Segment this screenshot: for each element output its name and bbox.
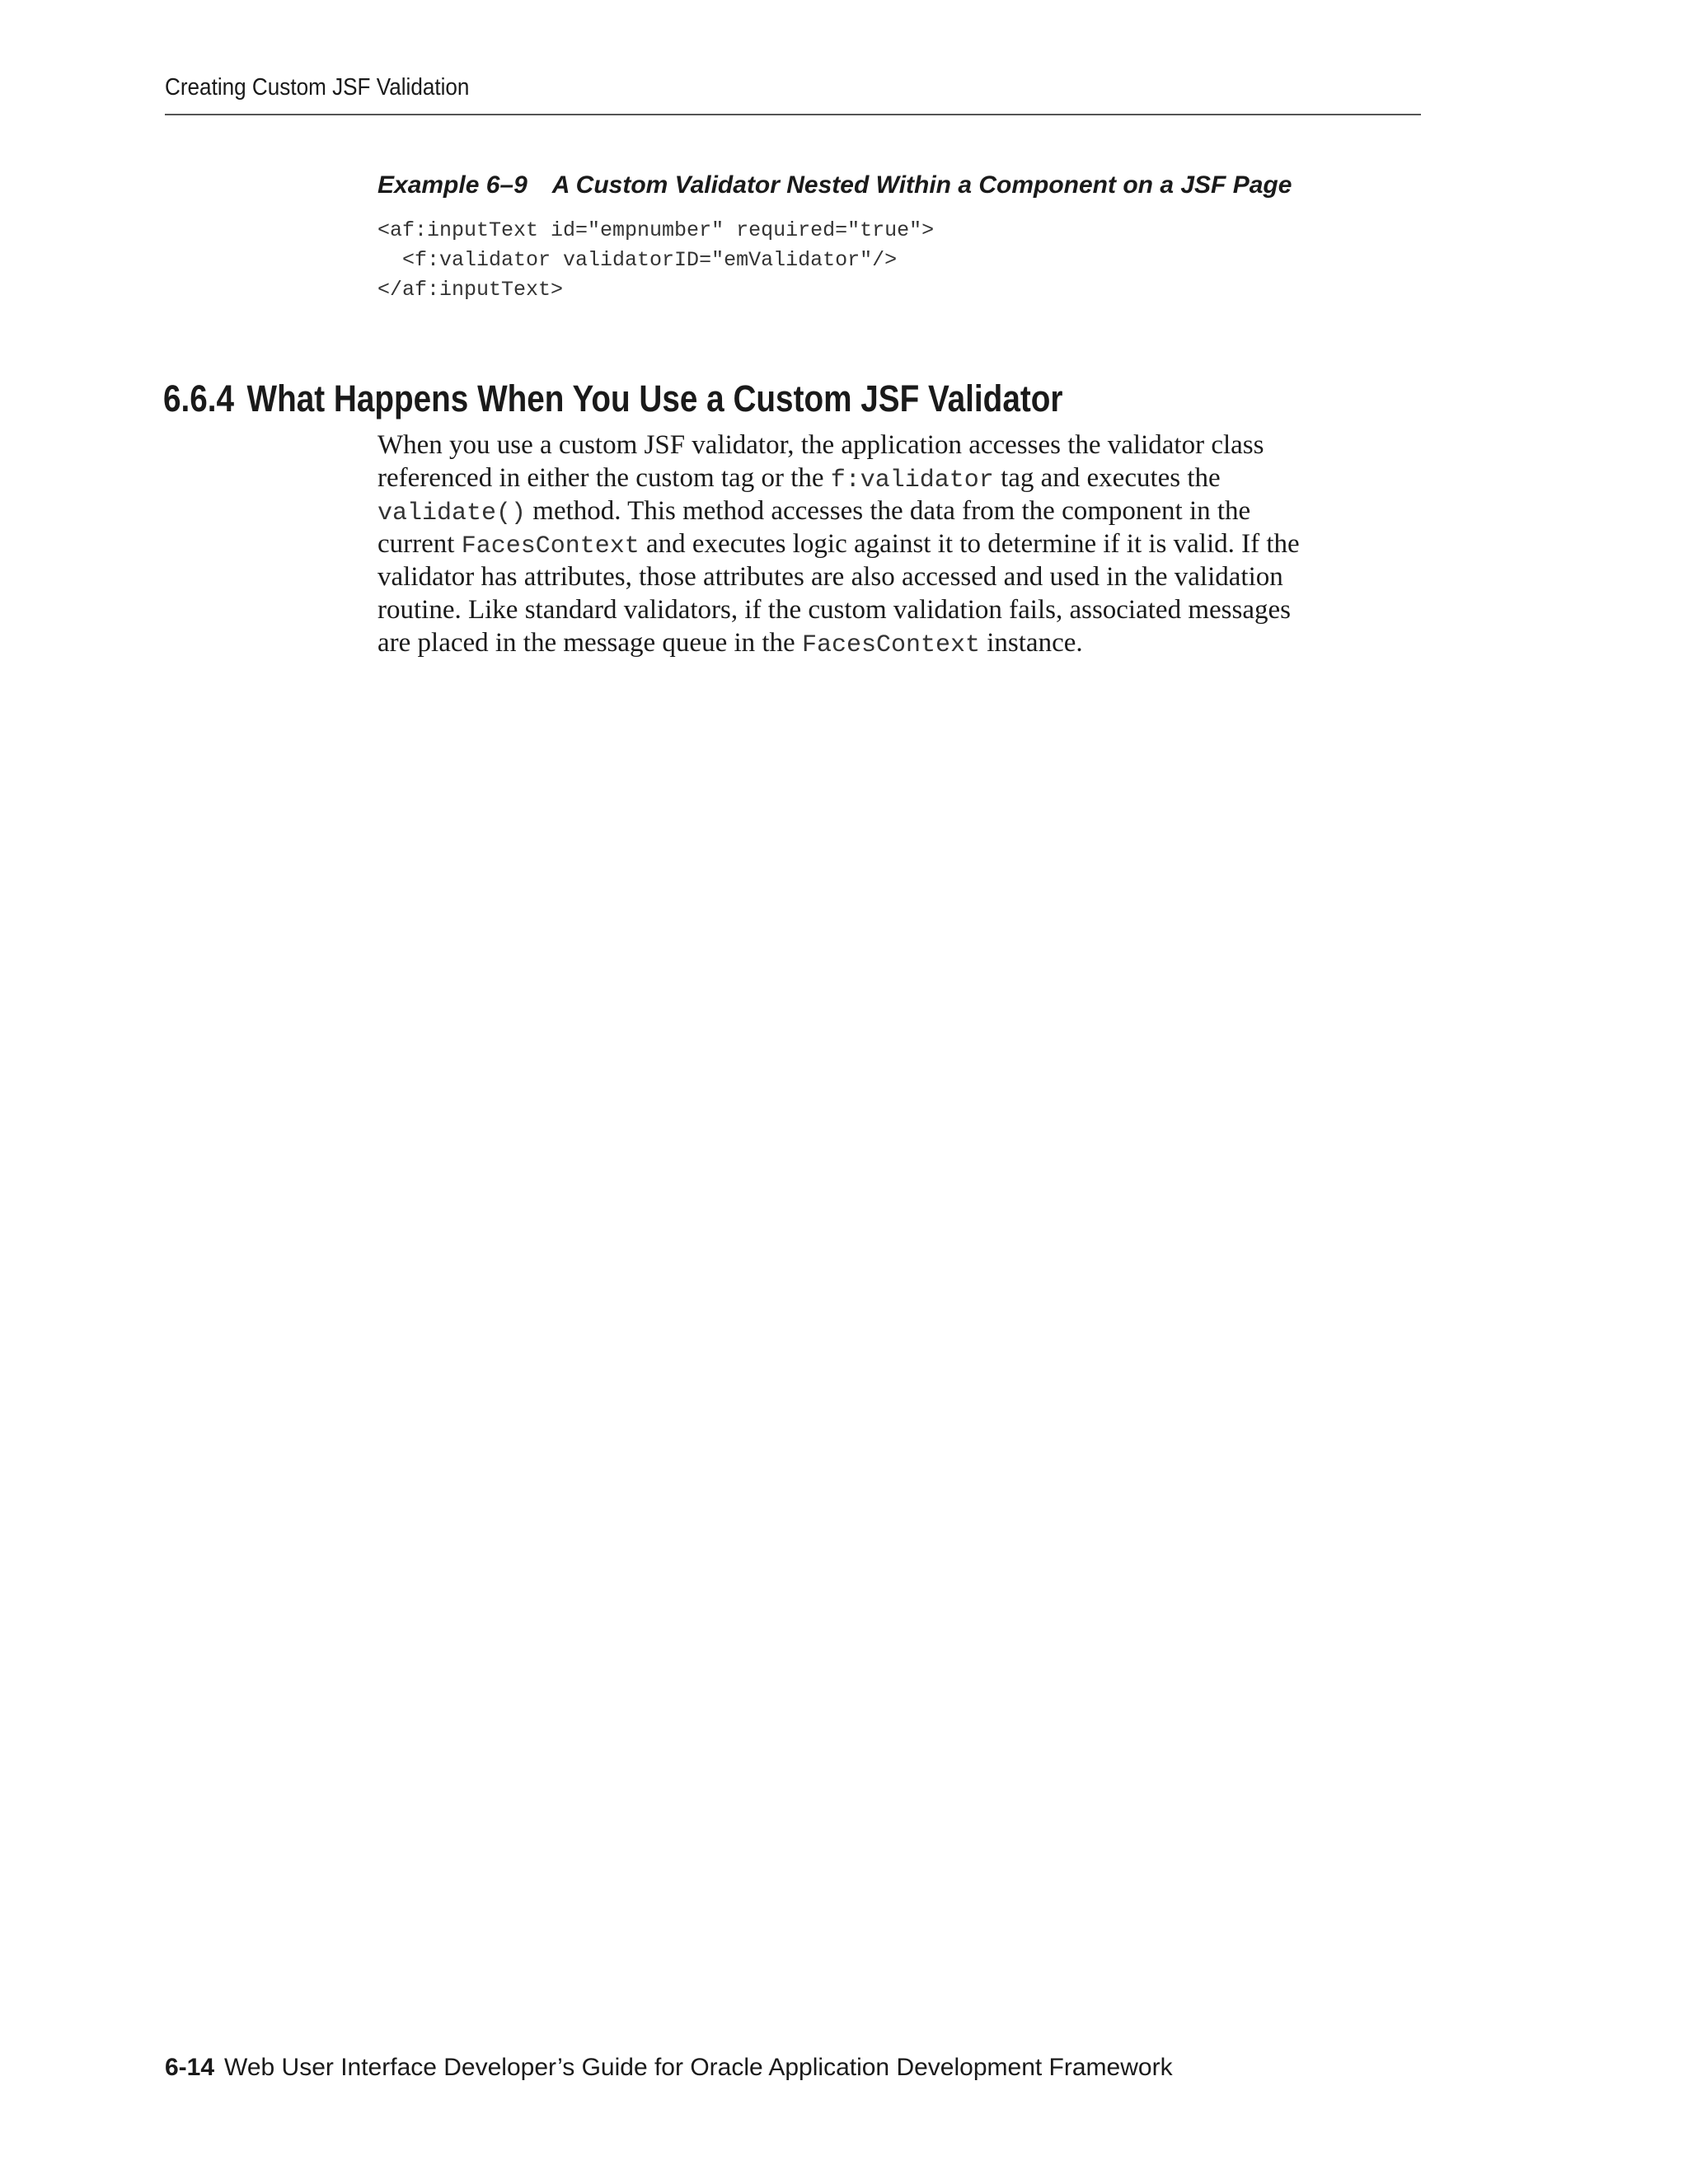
book-title: Web User Interface Developer’s Guide for Oracle Application Development Framework [224, 2054, 1173, 2081]
section-number: 6.6.4 [163, 377, 235, 419]
text-run: are placed in the message queue in the [377, 628, 802, 658]
example-title: A Custom Validator Nested Within a Component on a JSF Page [551, 171, 1292, 199]
text-run: method. This method accesses the data from the component in the [526, 496, 1251, 526]
text-run: instance. [980, 628, 1083, 658]
section-heading [163, 377, 1062, 420]
paragraph-line [377, 429, 1400, 462]
running-header: Creating Custom JSF Validation [165, 74, 470, 101]
body-paragraph [377, 429, 1400, 659]
header-rule [165, 114, 1421, 115]
page-number: 6-14 [165, 2054, 215, 2081]
example-caption [377, 171, 1292, 199]
text-run: current [377, 529, 462, 559]
code-line: </af:inputText> [377, 278, 564, 302]
code-example [377, 216, 934, 305]
paragraph-line [377, 560, 1400, 593]
text-run: referenced in either the custom tag or the [377, 463, 831, 493]
inline-code: FacesContext [461, 532, 640, 560]
paragraph-line [377, 527, 1400, 560]
text-run: tag and executes the [993, 463, 1221, 493]
paragraph-line [377, 494, 1400, 527]
paragraph-line [377, 462, 1400, 494]
inline-code: validate() [377, 499, 527, 527]
text-run: When you use a custom JSF validator, the application accesses the validator class [377, 430, 1264, 460]
section-title: What Happens When You Use a Custom JSF Validator [246, 377, 1063, 419]
code-line: <af:inputText id="empnumber" required="true"> [377, 218, 935, 242]
code-line: <f:validator validatorID="emValidator"/> [377, 248, 898, 272]
example-label: Example 6–9 [377, 171, 528, 199]
paragraph-line [377, 593, 1400, 626]
text-run: routine. Like standard validators, if the custom validation fails, associated messages [377, 595, 1291, 625]
page-footer [165, 2054, 1173, 2082]
text-run: validator has attributes, those attributes are also accessed and used in the validation [377, 562, 1283, 592]
text-run: and executes logic against it to determine if it is valid. If the [639, 529, 1300, 559]
inline-code: f:validator [830, 466, 994, 494]
paragraph-line [377, 626, 1400, 659]
inline-code: FacesContext [801, 631, 980, 659]
